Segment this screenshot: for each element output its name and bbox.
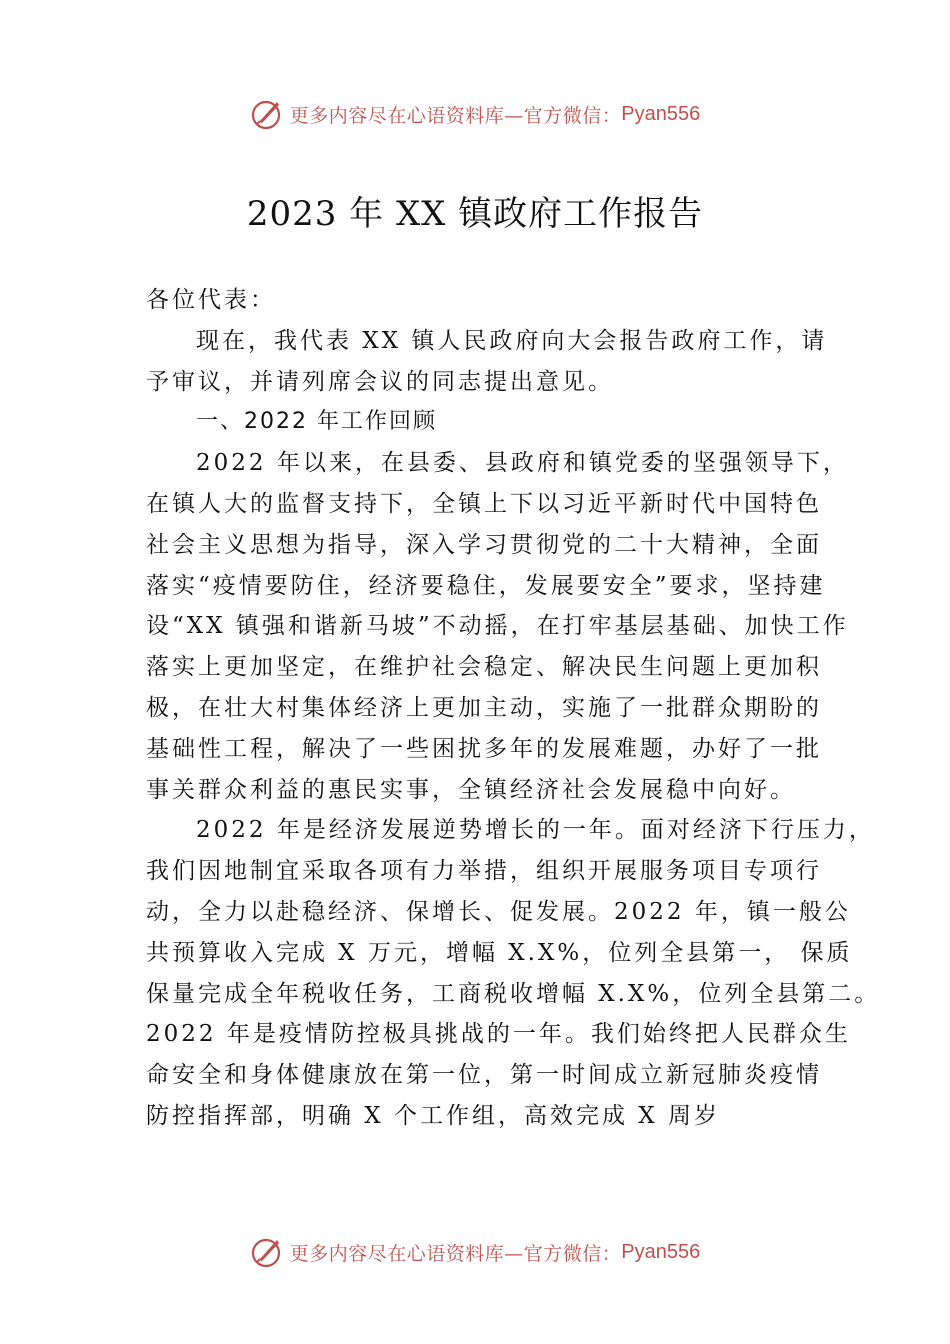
body-line: 2022 年是疫情防控极具挑战的一年。我们始终把人民群众生	[146, 1021, 851, 1048]
body-line: 防控指挥部，明确 X 个工作组，高效完成 X 周岁	[146, 1102, 720, 1129]
body-line: 我们因地制宜采取各项有力举措，组织开展服务项目专项行	[146, 858, 822, 885]
watermark-handle: Pyan556	[621, 102, 701, 125]
footer-watermark	[0, 1232, 950, 1272]
body-line: 动，全力以赴稳经济、保增长、促发展。2022 年，镇一般公	[146, 898, 851, 925]
body-line: 保量完成全年税收任务，工商税收增幅 X.X%，位列全县第二。	[146, 980, 881, 1007]
quill-logo-icon	[250, 1235, 284, 1269]
watermark-handle: Pyan556	[621, 1240, 701, 1263]
quill-logo-icon	[250, 97, 284, 131]
body-line: 社会主义思想为指导，深入学习贯彻党的二十大精神，全面	[146, 531, 822, 558]
document-body	[146, 280, 881, 1137]
body-line: 极，在壮大村集体经济上更加主动，实施了一批群众期盼的	[146, 694, 822, 721]
body-line: 事关群众利益的惠民实事，全镇经济社会发展稳中向好。	[146, 776, 796, 803]
header-watermark	[0, 94, 950, 134]
body-line: 落实上更加坚定，在维护社会稳定、解决民生问题上更加积	[146, 654, 822, 681]
body-line: 2022 年以来，在县委、县政府和镇党委的坚强领导下，	[196, 450, 849, 477]
document-title: 2023 年 XX 镇政府工作报告	[246, 194, 704, 234]
body-line: 在镇人大的监督支持下，全镇上下以习近平新时代中国特色	[146, 490, 822, 517]
watermark-text: 更多内容尽在心语资料库—官方微信：	[289, 1242, 622, 1265]
body-line: 现在，我代表 XX 镇人民政府向大会报告政府工作，请	[196, 327, 828, 354]
body-line: 予审议，并请列席会议的同志提出意见。	[146, 368, 614, 395]
body-line: 共预算收入完成 X 万元，增幅 X.X%，位列全县第一， 保质	[146, 939, 853, 966]
body-line: 2022 年是经济发展逆势增长的一年。面对经济下行压力，	[196, 817, 875, 844]
watermark-text: 更多内容尽在心语资料库—官方微信：	[289, 104, 622, 127]
body-line: 基础性工程，解决了一些困扰多年的发展难题，办好了一批	[146, 735, 822, 762]
salutation: 各位代表：	[146, 287, 276, 313]
body-line: 落实“疫情要防住，经济要稳住，发展要安全”要求，坚持建	[146, 572, 826, 599]
section-heading: 一、2022 年工作回顾	[196, 409, 437, 435]
body-line: 命安全和身体健康放在第一位，第一时间成立新冠肺炎疫情	[146, 1062, 822, 1089]
body-line: 设“XX 镇强和谐新马坡”不动摇，在打牢基层基础、加快工作	[146, 613, 849, 640]
